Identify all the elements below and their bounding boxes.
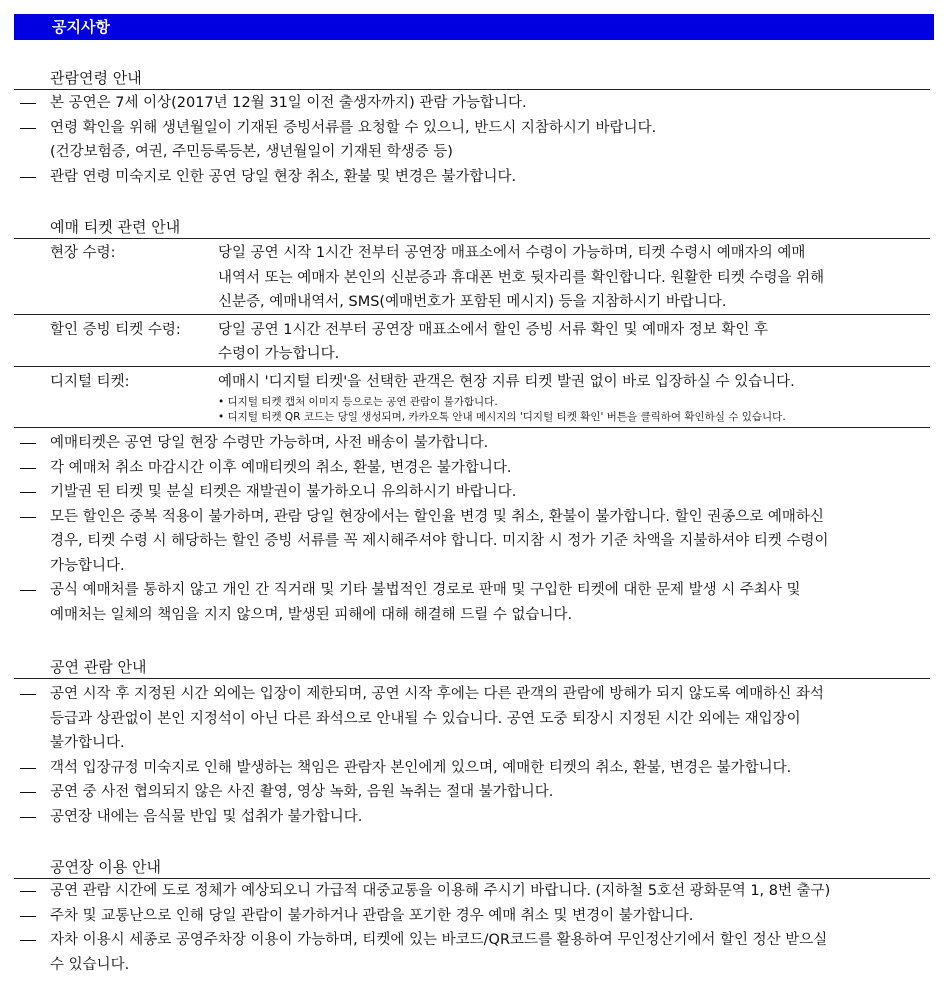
bullet-dash [20,694,36,695]
ticket-item-line: 기발권 된 티켓 및 분실 티켓은 재발권이 불가하오니 유의하시기 바랍니다. [50,484,517,500]
ticket-row-text: 당일 공연 1시간 전부터 공연장 매표소에서 할인 증빙 서류 확인 및 예매자 정보 확인 후 [218,321,768,338]
age-item-line: 관람 연령 미숙지로 인한 공연 당일 현장 취소, 환불 및 변경은 불가합니다. [50,168,517,185]
venue-item-line: 공연 관람 시간에 도로 정체가 예상되오니 가급적 대중교통을 이용해 주시기 바랍니다. (지하철 5호선 광화문역 1, 8번 출구) [50,883,831,899]
ticket-row-label: 할인 증빙 티켓 수령: [50,321,181,338]
section-divider [14,89,930,90]
ticket-row-text: 예매시 '디지털 티켓'을 선택한 관객은 현장 지류 티켓 발권 없이 바로 입장하실 수 있습니다. [218,373,795,390]
ticket-row-text: 당일 공연 시작 1시간 전부터 공연장 매표소에서 수령이 가능하며, 티켓 수령시 예매자의 예매 [218,245,806,261]
bullet-dash [20,817,36,818]
notice-header: 공지사항 [14,14,934,40]
ticket-item-line: 예매티켓은 공연 당일 현장 수령만 가능하며, 사전 배송이 불가합니다. [50,435,489,451]
ticket-item-line: 모든 할인은 중복 적용이 불가하며, 관람 당일 현장에서는 할인율 변경 및 취소, 환불이 불가합니다. 할인 권종으로 예매하신 [50,508,824,525]
bullet-dash [20,128,36,129]
ticket-row-note: • 디지털 티켓 캡처 이미지 등으로는 공연 관람이 불가합니다. [218,396,498,408]
venue-section-title: 공연장 이용 안내 [50,858,161,876]
show-item-line: 공연장 내에는 음식물 반입 및 섭취가 불가합니다. [50,808,363,825]
bullet-dash [20,590,36,591]
ticket-row-text: 내역서 또는 예매자 본인의 신분증과 휴대폰 번호 뒷자리를 확인합니다. 원활한 티켓 수령을 위해 [218,269,825,286]
section-divider [14,238,930,239]
bullet-dash [20,177,36,178]
show-item-line: 공연 시작 후 지정된 시간 외에는 입장이 제한되며, 공연 시작 후에는 다른 관객의 관람에 방해가 되지 않도록 예매하신 좌석 [50,686,824,702]
section-divider [14,427,930,428]
section-divider [14,366,930,367]
ticket-row-text: 수령이 가능합니다. [218,346,340,362]
show-item-line: 불가합니다. [50,735,125,751]
ticket-item-line: 각 예매처 취소 마감시간 이후 예매티켓의 취소, 환불, 변경은 불가합니다. [50,459,512,476]
show-item-line: 등급과 상관없이 본인 지정석이 아닌 다른 좌석으로 안내될 수 있습니다. 공연 도중 퇴장시 지정된 시간 외에는 재입장이 [50,710,801,727]
bullet-dash [20,103,36,104]
ticket-row-label: 현장 수령: [50,245,116,261]
bullet-dash [20,768,36,769]
bullet-dash [20,891,36,892]
ticket-item-line: 예매처는 일체의 책임을 지지 않으며, 발생된 피해에 대해 해결해 드릴 수 없습니다. [50,606,573,623]
bullet-dash [20,940,36,941]
age-section-title: 관람연령 안내 [50,69,142,87]
ticket-item-line: 공식 예매처를 통하지 않고 개인 간 직거래 및 기타 불법적인 경로로 판매 및 구입한 티켓에 대한 문제 발생 시 주최사 및 [50,582,801,598]
venue-item-line: 자차 이용시 세종로 공영주차장 이용이 가능하며, 티켓에 있는 바코드/QR코드를 활용하여 무인정산기에서 할인 정산 받으실 [50,932,828,948]
venue-item-line: 주차 및 교통난으로 인해 당일 관람이 불가하거나 관람을 포기한 경우 예매 취소 및 변경이 불가합니다. [50,907,694,924]
bullet-dash [20,916,36,917]
bullet-dash [20,492,36,493]
bullet-dash [20,517,36,518]
ticket-item-line: 가능합니다. [50,557,125,574]
ticket-section-title: 예매 티켓 관련 안내 [50,218,181,236]
venue-item-line: 수 있습니다. [50,956,130,973]
age-item-line: (건강보험증, 여권, 주민등록등본, 생년월일이 기재된 학생증 등) [50,144,453,160]
age-item-line: 본 공연은 7세 이상(2017년 12월 31일 이전 출생자까지) 관람 가능합니다. [50,95,527,111]
bullet-dash [20,443,36,444]
bullet-dash [20,468,36,469]
show-section-title: 공연 관람 안내 [50,658,147,676]
age-item-line: 연령 확인을 위해 생년월일이 기재된 증빙서류를 요청할 수 있으니, 반드시 지참하시기 바랍니다. [50,119,657,136]
section-divider [14,314,930,315]
ticket-item-line: 경우, 티켓 수령 시 해당하는 할인 증빙 서류를 꼭 제시해주셔야 합니다. 미지참 시 정가 기준 차액을 지불하셔야 티켓 수령이 [50,533,829,549]
ticket-row-note: • 디지털 티켓 QR 코드는 당일 생성되며, 카카오톡 안내 메시지의 '디지털 티켓 확인' 버튼을 클릭하여 확인하실 수 있습니다. [218,411,786,423]
bullet-dash [20,792,36,793]
section-divider [14,678,930,679]
ticket-row-text: 신분증, 예매내역서, SMS(예매번호가 포함된 메시지) 등을 지참하시기 바랍니다. [218,294,727,310]
show-item-line: 공연 중 사전 협의되지 않은 사진 촬영, 영상 녹화, 음원 녹취는 절대 불가합니다. [50,784,554,800]
ticket-row-label: 디지털 티켓: [50,373,130,390]
show-item-line: 객석 입장규정 미숙지로 인해 발생하는 책임은 관람자 본인에게 있으며, 예매한 티켓의 취소, 환불, 변경은 불가합니다. [50,759,792,776]
